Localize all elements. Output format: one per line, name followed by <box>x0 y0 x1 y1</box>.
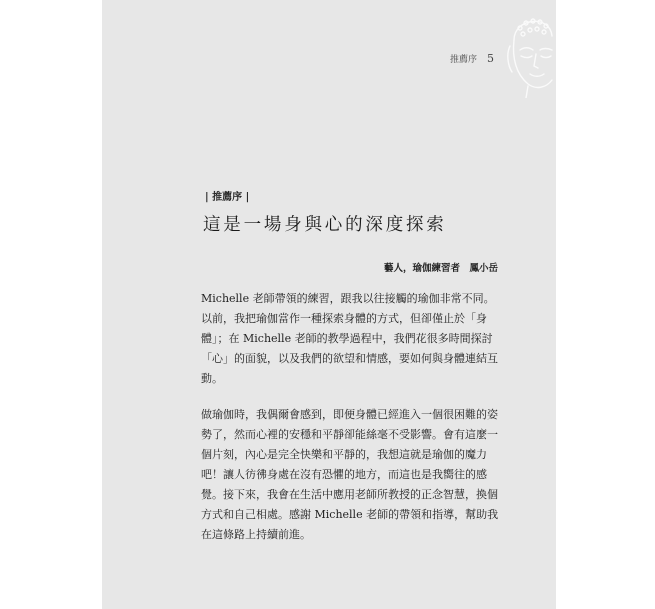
header-label: 推薦序 <box>449 55 477 65</box>
author-byline: 藝人，瑜伽練習者 鳳小岳 <box>383 263 498 274</box>
running-header <box>450 52 494 65</box>
buddha-head-icon <box>506 6 554 98</box>
section-tag: | 推薦序 | <box>205 192 250 203</box>
book-page <box>102 0 556 609</box>
page-number: 5 <box>487 52 494 65</box>
paragraph: 做瑜伽時，我偶爾會感到，即便身體已經進入一個很困難的姿勢了，然而心裡的安穩和平靜卻能絲毫不受影響。會有這麼一個片刻，內心是完全快樂和平靜的，我想這就是瑜伽的魔力吧！讓人彷彿身處在沒有恐懼的地方，而這也是我嚮往的感覺。接下來，我會在生活中應用老師所教授的正念智慧，換個方式和自己相處。感謝 Michelle 老師的帶領和指導，幫助我在這條路上持續前進。 <box>201 408 499 541</box>
body-text <box>201 289 501 545</box>
paragraph: Michelle 老師帶領的練習，跟我以往接觸的瑜伽非常不同。以前，我把瑜伽當作一種探索身體的方式，但卻僅止於「身體」；在 Michelle 老師的教學過程中，我們花很多時間探討「心」的面貌，以及我們的欲望和情感，要如何與身體連結互動。 <box>201 292 498 385</box>
page-title: 這是一場身與心的深度探索 <box>203 215 447 235</box>
